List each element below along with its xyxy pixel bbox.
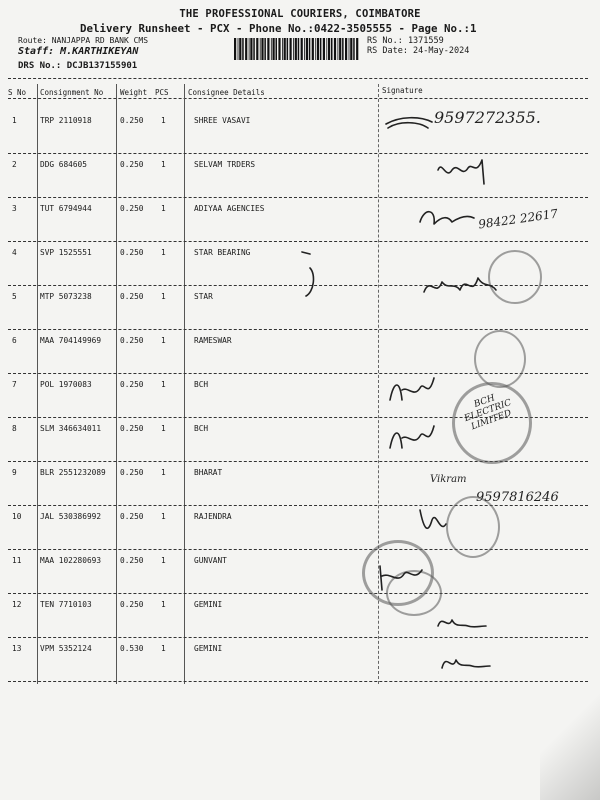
barcode-bar <box>304 38 305 60</box>
barcode-bar <box>334 38 336 60</box>
barcode-bar <box>253 38 255 60</box>
row-consignee: BCH <box>194 424 209 433</box>
divider <box>8 78 588 79</box>
barcode-bar <box>249 38 250 60</box>
barcode-bar <box>342 38 344 60</box>
signature <box>412 500 452 540</box>
row-consignee: BCH <box>194 380 209 389</box>
row-weight: 0.250 <box>120 424 144 433</box>
row-pcs: 1 <box>161 160 166 169</box>
signature <box>384 418 444 458</box>
barcode-bar <box>261 38 263 60</box>
col-header-consignment: Consignment No <box>40 88 104 97</box>
row-consignee: SELVAM TRDERS <box>194 160 256 169</box>
row-sno: 1 <box>12 116 17 125</box>
handwritten-phone: 98422 22617 <box>477 206 559 232</box>
signature <box>384 370 444 410</box>
barcode-bar <box>245 38 247 60</box>
stamp-text: BCH ELECTRIC LIMITED <box>463 393 513 433</box>
barcode-bar <box>282 38 283 60</box>
barcode-bar <box>242 38 244 60</box>
barcode-bar <box>250 38 252 60</box>
rs-number: RS No.: 1371559 <box>367 36 444 46</box>
barcode-bar <box>298 38 300 60</box>
signature <box>412 198 482 238</box>
row-weight: 0.250 <box>120 512 144 521</box>
barcode-bar <box>349 38 350 60</box>
barcode-bar <box>306 38 308 60</box>
row-consignment: SVP 1525551 <box>40 248 92 257</box>
barcode-bar <box>290 38 292 60</box>
row-sno: 7 <box>12 380 17 389</box>
row-consignment: SLM 346634011 <box>40 424 102 433</box>
barcode-bar <box>350 38 352 60</box>
row-weight: 0.250 <box>120 160 144 169</box>
row-pcs: 1 <box>161 424 166 433</box>
row-consignment: TUT 6794944 <box>40 204 92 213</box>
signature <box>436 648 496 674</box>
row-consignee: SHREE VASAVI <box>194 116 251 125</box>
signature <box>420 268 500 302</box>
barcode-bar <box>301 38 303 60</box>
handwritten-name: Vikram <box>430 474 467 485</box>
row-consignee: RAMESWAR <box>194 336 232 345</box>
rs-date: RS Date: 24-May-2024 <box>367 46 470 56</box>
row-consignee: STAR BEARING <box>194 248 251 257</box>
row-consignment: MAA 102280693 <box>40 556 102 565</box>
barcode-bar <box>345 38 347 60</box>
row-divider <box>8 593 588 594</box>
row-sno: 8 <box>12 424 17 433</box>
row-consignee: GEMINI <box>194 644 223 653</box>
col-header-pcs: PCS <box>155 88 169 97</box>
row-consignee: RAJENDRA <box>194 512 232 521</box>
signature <box>296 246 326 306</box>
row-sno: 6 <box>12 336 17 345</box>
barcode-bar <box>264 38 266 60</box>
row-consignment: MAA 704149969 <box>40 336 102 345</box>
row-pcs: 1 <box>161 116 166 125</box>
barcode-bar <box>278 38 280 60</box>
row-pcs: 1 <box>161 248 166 257</box>
row-divider <box>8 637 588 638</box>
row-weight: 0.530 <box>120 644 144 653</box>
barcode-bar <box>239 38 241 60</box>
row-weight: 0.250 <box>120 468 144 477</box>
column-line <box>116 84 117 684</box>
row-divider <box>8 241 588 242</box>
barcode-bar <box>273 38 275 60</box>
barcode-bar <box>284 38 286 60</box>
row-pcs: 1 <box>161 512 166 521</box>
staff-label: Staff: M.KARTHIKEYAN <box>18 46 139 57</box>
stamp <box>446 496 500 558</box>
row-pcs: 1 <box>161 204 166 213</box>
barcode <box>232 38 362 60</box>
row-pcs: 1 <box>161 644 166 653</box>
row-consignment: POL 1970083 <box>40 380 92 389</box>
barcode-bar <box>326 38 327 60</box>
barcode-bar <box>287 38 289 60</box>
row-sno: 10 <box>12 512 22 521</box>
barcode-bar <box>315 38 316 60</box>
barcode-bar <box>339 38 341 60</box>
row-consignment: DDG 684605 <box>40 160 87 169</box>
signature <box>428 150 498 190</box>
row-consignee: GUNVANT <box>194 556 227 565</box>
barcode-bar <box>238 38 239 60</box>
row-weight: 0.250 <box>120 116 144 125</box>
row-divider <box>8 549 588 550</box>
column-line <box>184 84 185 684</box>
barcode-bar <box>256 38 258 60</box>
divider <box>8 98 588 99</box>
row-sno: 9 <box>12 468 17 477</box>
barcode-bar <box>317 38 319 60</box>
row-consignee: STAR <box>194 292 213 301</box>
page-shadow <box>540 680 600 800</box>
route-label: Route: NANJAPPA RD BANK CMS <box>18 36 149 45</box>
row-weight: 0.250 <box>120 556 144 565</box>
row-weight: 0.250 <box>120 600 144 609</box>
row-weight: 0.250 <box>120 204 144 213</box>
col-header-weight: Weight <box>120 88 148 97</box>
barcode-bar <box>353 38 355 60</box>
row-consignee: ADIYAA AGENCIES <box>194 204 265 213</box>
barcode-bar <box>309 38 311 60</box>
row-pcs: 1 <box>161 380 166 389</box>
row-consignment: TEN 7710103 <box>40 600 92 609</box>
col-header-signature: Signature <box>382 86 423 95</box>
row-consignee: GEMINI <box>194 600 223 609</box>
row-consignee: BHARAT <box>194 468 223 477</box>
row-pcs: 1 <box>161 556 166 565</box>
handwritten-phone: 9597816246 <box>476 490 559 505</box>
signature <box>370 556 430 596</box>
barcode-bar <box>271 38 272 60</box>
company-title: THE PROFESSIONAL COURIERS, COIMBATORE <box>179 8 421 20</box>
row-sno: 11 <box>12 556 22 565</box>
barcode-bar <box>293 38 294 60</box>
row-weight: 0.250 <box>120 380 144 389</box>
barcode-bar <box>338 38 339 60</box>
row-divider <box>8 153 588 154</box>
handwritten-phone: 9597272355. <box>434 108 541 127</box>
stamp <box>474 330 526 388</box>
row-pcs: 1 <box>161 292 166 301</box>
barcode-bar <box>323 38 325 60</box>
row-sno: 12 <box>12 600 22 609</box>
signature <box>432 608 492 634</box>
row-divider <box>8 505 588 506</box>
drs-number: DRS No.: DCJB137155901 <box>18 61 138 71</box>
row-consignment: BLR 2551232089 <box>40 468 106 477</box>
row-pcs: 1 <box>161 468 166 477</box>
barcode-bar <box>320 38 322 60</box>
row-divider <box>8 681 588 682</box>
row-consignment: TRP 2110918 <box>40 116 92 125</box>
barcode-bar <box>328 38 330 60</box>
row-weight: 0.250 <box>120 248 144 257</box>
barcode-bar <box>356 38 358 60</box>
row-sno: 13 <box>12 644 22 653</box>
barcode-bar <box>267 38 269 60</box>
col-header-sno: S No <box>8 88 27 97</box>
barcode-bar <box>295 38 297 60</box>
row-pcs: 1 <box>161 336 166 345</box>
row-consignment: MTP 5073238 <box>40 292 92 301</box>
column-line <box>37 84 38 684</box>
row-sno: 2 <box>12 160 17 169</box>
barcode-bar <box>234 38 236 60</box>
signature <box>380 108 440 138</box>
barcode-bar <box>276 38 278 60</box>
runsheet-title: Delivery Runsheet - PCX - Phone No.:0422-3505555 - Page No.:1 <box>80 22 477 35</box>
barcode-bar <box>260 38 261 60</box>
row-consignment: JAL 530386992 <box>40 512 102 521</box>
row-divider <box>8 197 588 198</box>
row-sno: 5 <box>12 292 17 301</box>
row-sno: 4 <box>12 248 17 257</box>
row-consignment: VPM 5352124 <box>40 644 92 653</box>
barcode-bar <box>331 38 333 60</box>
barcode-bar <box>312 38 314 60</box>
row-weight: 0.250 <box>120 336 144 345</box>
col-header-consignee: Consignee Details <box>188 88 265 97</box>
row-pcs: 1 <box>161 600 166 609</box>
row-sno: 3 <box>12 204 17 213</box>
row-weight: 0.250 <box>120 292 144 301</box>
